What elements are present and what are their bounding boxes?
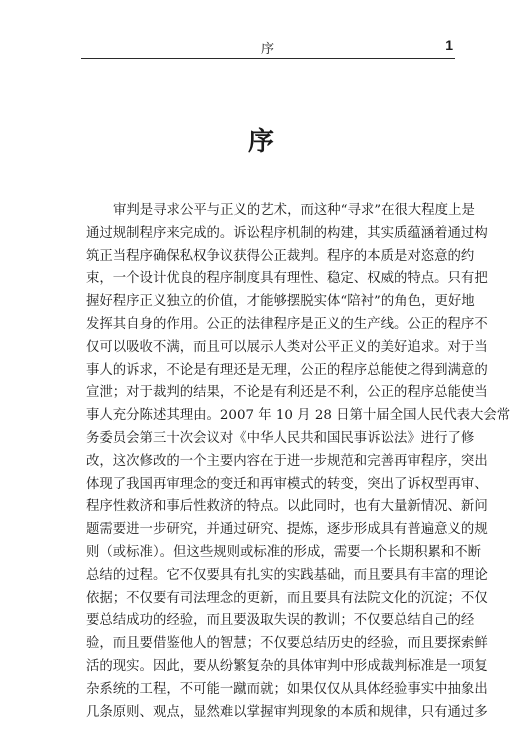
text-line: 活的现实。因此，要从纷繁复杂的具体审判中形成裁判标准是一项复	[86, 658, 488, 674]
text-line: 发挥其自身的作用。公正的法律程序是正义的生产线。公正的程序不	[86, 316, 488, 332]
text-line: 仅可以吸收不满，而且可以展示人类对公平正义的美好追求。对于当	[86, 339, 488, 355]
text-line: 则（或标准）。但这些规则或标准的形成，需要一个长期积累和不断	[86, 544, 482, 560]
text-line: 要总结成功的经验，而且要汲取失误的教训；不仅要总结自己的经	[86, 613, 475, 629]
running-title: 序	[260, 42, 275, 57]
text-line: 束，一个设计优良的程序制度具有理性、稳定、权威的特点。只有把	[86, 271, 488, 287]
text-line: 事人的诉求，不论是有理还是无理，公正的程序总能使之得到满意的	[86, 362, 488, 378]
text-line: 题需要进一步研究，并通过研究、提炼，逐步形成具有普遍意义的规	[86, 522, 488, 538]
body-paragraph	[86, 200, 511, 724]
text-line: 总结的过程。它不仅要具有扎实的实践基础，而且要具有丰富的理论	[86, 567, 488, 583]
text-line: 验，而且要借鉴他人的智慧；不仅要总结历史的经验，而且要探索鲜	[86, 636, 488, 652]
running-header	[81, 36, 455, 59]
text-line: 程序性救济和事后性救济的特点。以此同时，也有大量新情况、新问	[86, 499, 488, 515]
text-line: 宣泄；对于裁判的结果，不论是有利还是不利，公正的程序总能使当	[86, 385, 488, 401]
page-number: 1	[445, 37, 453, 53]
text-line: 通过规制程序来完成的。诉讼程序机制的构建，其实质蕴涵着通过构	[86, 225, 488, 241]
text-line: 体现了我国再审理念的变迁和再审模式的转变，突出了诉权型再审、	[86, 476, 488, 492]
text-line: 依据；不仅要有司法理念的更新，而且要具有法院文化的沉淀；不仅	[86, 590, 488, 606]
text-line: 几条原则、观点，显然难以掌握审判现象的本质和规律，只有通过多	[86, 704, 488, 720]
text-line: 筑正当程序确保私权争议获得公正裁判。程序的本质是对恣意的约	[86, 248, 475, 264]
text-line: 握好程序正义独立的价值，才能够摆脱实体“陪衬”的角色，更好地	[86, 294, 475, 310]
text-line: 审判是寻求公平与正义的艺术，而这种“寻求”在很大程度上是	[113, 203, 475, 218]
text-line: 杂系统的工程，不可能一蹴而就；如果仅仅从具体经验事实中抽象出	[86, 681, 488, 697]
text-line: 务委员会第三十次会议对《中华人民共和国民事诉讼法》进行了修	[86, 430, 475, 446]
text-line: 改，这次修改的一个主要内容在于进一步规范和完善再审程序，突出	[86, 453, 488, 469]
text-line: 事人充分陈述其理由。2007 年 10 月 28 日第十届全国人民代表大会常	[86, 408, 511, 424]
chapter-title: 序	[247, 127, 274, 157]
